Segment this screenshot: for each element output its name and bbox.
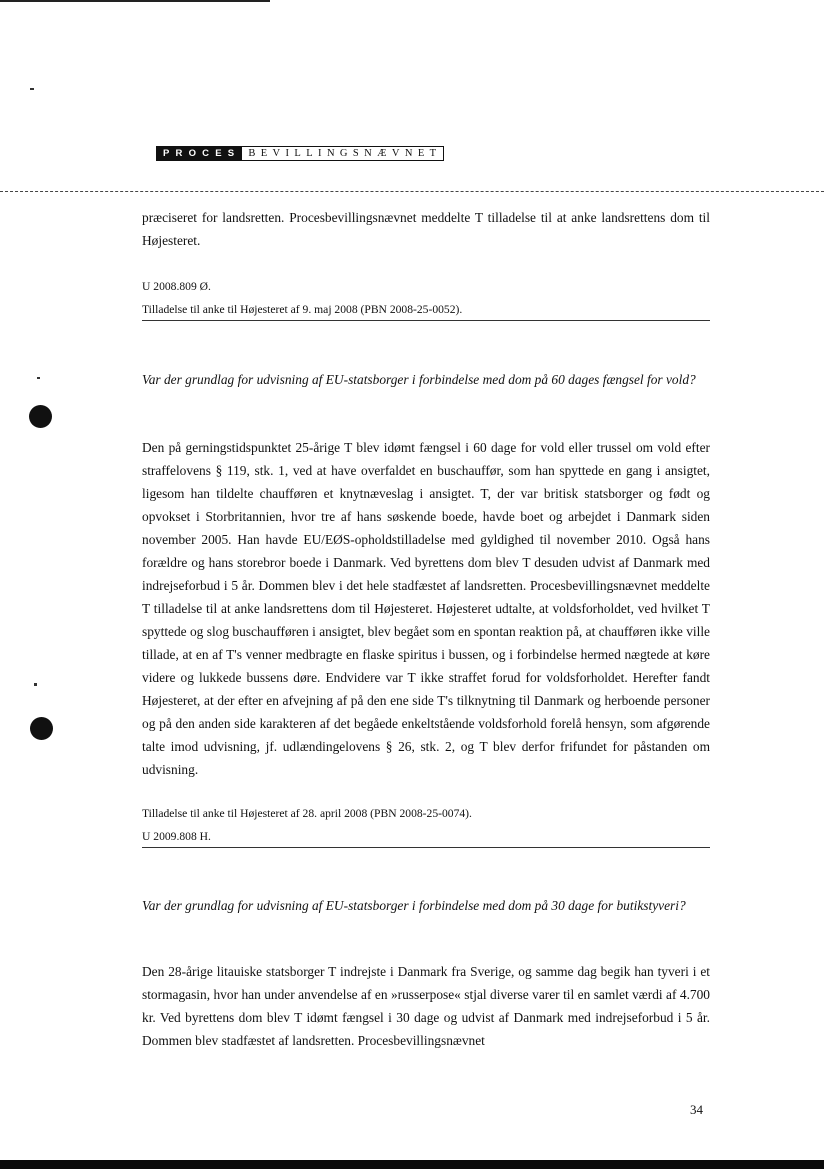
intro-paragraph: præciseret for landsretten. Procesbevillingsnævnet meddelte T tilladelse til at anke landsrettens dom til Højesteret. [142, 210, 710, 248]
procesbevillingsnaevnet-logo [156, 146, 444, 161]
question-heading: Var der grundlag for udvisning af EU-statsborger i forbindelse med dom på 60 dages fængsel for vold? [142, 372, 696, 387]
case-paragraph: Den på gerningstidspunktet 25-årige T blev idømt fængsel i 60 dage for vold eller trussel om vold efter straffelovens § 119, stk. 1, ved at have overfaldet en buschauffør, som han spyttede en gang i ansigtet, ligesom han tildelte chaufføren et knytnæveslag i ansigtet. T, der var britisk statsborger og født og opvokset i Storbritannien, hvor tre af hans søskende boede, havde boet og arbejdet i Danmark siden november 2005. Han havde EU/EØS-opholdstilladelse med gyldighed til november 2010. Også hans forældre og hans storebror boede i Danmark. Ved byrettens dom blev T desuden udvist af Danmark med indrejseforbud i 5 år. Dommen blev i det hele stadfæstet af landsretten. Procesbevillingsnævnet meddelte T tilladelse til at anke landsrettens dom til Højesteret. Højesteret udtalte, at voldsforholdet, ved hvilket T spyttede og slog buschaufføren i ansigtet, blev begået som en spontan reaktion på, at chaufføren ikke ville tillade, at en af T's venner medbragte en flaske spiritus i bussen, og i forbindelse hermed nægtede at køre videre og lukkede bussens døre. Endvidere var T ikke straffet forud for voldsforholdet. Herefter fandt Højesteret, at der efter en afvejning af på den ene side T's tilknytning til Danmark og herboende personer og på den anden side karakteren af det begåede enkeltstående voldsforhold forelå hensyn, som afgørende talte imod udvisning, jf. udlændingelovens § 26, stk. 2, og T blev derfor frifundet for påstanden om udvisning. [142, 440, 710, 777]
question-heading: Var der grundlag for udvisning af EU-statsborger i forbindelse med dom på 30 dage for butikstyveri? [142, 898, 686, 913]
page-number: 34 [690, 1102, 703, 1117]
scan-speck [34, 683, 37, 686]
scan-bottom-edge [0, 1160, 824, 1169]
reference-citation: U 2008.809 Ø. [142, 280, 211, 293]
scan-speck [37, 377, 40, 379]
reference-citation: U 2009.808 H. [142, 830, 211, 843]
reference-permission: Tilladelse til anke til Højesteret af 28. april 2008 (PBN 2008-25-0074). [142, 807, 472, 820]
logo-bevillingsnaevnet-text: BEVILLINGSNÆVNET [242, 146, 444, 161]
section-rule [142, 847, 710, 848]
case-paragraph: Den 28-årige litauiske statsborger T indrejste i Danmark fra Sverige, og samme dag begik han tyveri i et stormagasin, hvor han under anvendelse af en »russerpose« stjal diverse varer til en samlet værdi af 4.700 kr. Ved byrettens dom blev T idømt fængsel i 30 dage og udvist af Danmark med indrejseforbud i 5 år. Dommen blev stadfæstet af landsretten. Procesbevillingsnævnet [142, 964, 710, 1048]
punch-hole-icon [29, 405, 52, 428]
section-rule [142, 320, 710, 321]
punch-hole-icon [30, 717, 53, 740]
logo-proces-text: PROCES [156, 146, 242, 161]
scan-edge-line [0, 0, 270, 2]
scan-speck [30, 88, 34, 90]
reference-permission: Tilladelse til anke til Højesteret af 9. maj 2008 (PBN 2008-25-0052). [142, 303, 463, 316]
header-dashed-line [0, 191, 824, 192]
